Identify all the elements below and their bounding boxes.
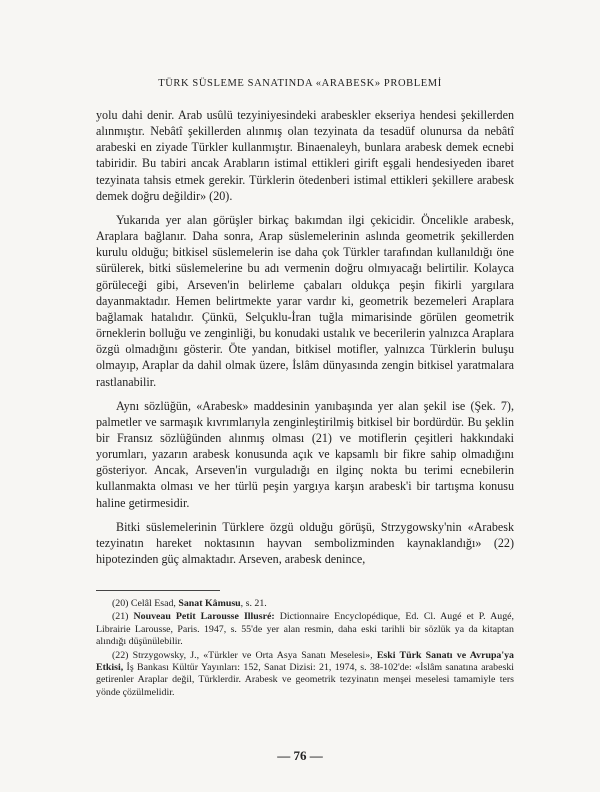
paragraph: Yukarıda yer alan görüşler birkaç bakımdan ilgi çekicidir. Öncelikle arabesk, Araplara bağlanır. Daha sonra, Arap süslemelerinin aslında geometrik şekillerden kurulu olduğu; bitkisel süslemelerin ise daha çok Türkler tarafından kullanıldığı öne sürülerek, bitki süslemelerine bu adı vermenin doğru olmıyacağı belirtilir. Kolayca görüleceği gibi, Arseven'in belirleme çabaları oldukça peşin fikirli yargılara dayanmaktadır. Hemen belirtmekte yarar vardır ki, geometrik bezemeleri Araplara bağlamak hatalıdır. Çünkü, Selçuklu-İran tuğla mimarisinde görülen geometrik örneklerin bolluğu ve zenginliği, bu konudaki ustalık ve becerilerin yalnızca Araplara özgü olmadığını gösterir. Öte yandan, bitkisel motifler, yalnızca Türklerin buluşu olmayıp, Araplar da dahil olmak üzere, İslâm dünyasında zengin bitkisel yaratmalara rastlanabilir. [96,212,514,389]
running-header: TÜRK SÜSLEME SANATINDA «ARABESK» PROBLEMİ [158,78,442,89]
footnote-title: Eski Türk Sanatı ve Avrupa'ya Etkisi, [96,649,514,674]
footnote-text: , s. 21. [240,598,267,609]
footnote [96,611,514,648]
footnote [96,650,514,700]
footnote-text: Dictionnaire Encyclopédique, Ed. Cl. Augé et P. Augé, Librairie Larousse, Paris. 1947, s. 55'de yer alan resmin, daha eski tarihli bir sözlük ya da kitaptan alındığı düşünülebilir. [96,611,515,648]
footnote-title: Nouveau Petit Larousse Illusré: [133,611,275,623]
paragraph: Bitki süslemelerinin Türklere özgü olduğu görüşü, Strzygowsky'nin «Arabesk tezyinatın hareket noktasının hayvan sembolizminden kaynaklandığı» (22) hipotezinden güç almaktadır. Arseven, arabesk denince, [96,519,514,567]
footnote-title: Sanat Kâmusu [178,598,241,609]
footnote-text: (21) [112,611,134,623]
paragraph: Aynı sözlüğün, «Arabesk» maddesinin yanıbaşında yer alan şekil ise (Şek. 7), palmetler ve sarmaşık kıvrımlarıyla zenginleştirilmiş bitkisel bir bordürdür. Bu şeklin bir Fransız sözlüğünden alınmış olması (21) ve motiflerin çeşitleri hakkındaki yorumları, yazarın arabesk konusunda açık ve kapsamlı bir fikre sahip olmadığını gösteriyor. Ancak, Arseven'in vurguladığı en ilginç nokta bu terimi ecnebilerin kullanmakta olması ve her türlü peşin yargıya karşın arabesk'i bir tartışma konusu haline getirmesidir. [96,398,514,510]
footnote-text: İş Bankası Kültür Yayınları: 152, Sanat Dizisi: 21, 1974, s. 38-102'de: «İslâm sanatına arabeski getirenler Araplar değil, Türklerdir. Arabesk ve geometrik tezyinatın menşei meselesi tamamiyle ters yönde çözülmelidir. [96,662,514,698]
footnote-divider [96,590,220,591]
footnote-text: (22) Strzygowsky, J., «Türkler ve Orta Asya Sanatı Meselesi», [112,649,377,661]
footnotes [96,598,514,700]
body-text [96,107,514,575]
paragraph: yolu dahi denir. Arab usûlü tezyiniyesindeki arabeskler ekseriya hendesi şekillerden alınmıştır. Nebâtî şekillerden alınmış olan tezyinata da tesadüf olunursa da nebâtî arabeski en ziyade Türkler kullanmıştır. Binaenaleyh, bunlara arabesk demek ecnebi tabiridir. Bu tabiri ancak Arabların istimal ettikleri girift eşgali hendesiyeden ibaret tezyinata tahsis etmek gerekir. Türklerin ötedenberi istimal ettikleri şekillere arabesk demek doğru değildir» (20). [96,108,514,203]
footnote [96,598,514,610]
footnote-text: (20) Celâl Esad, [112,598,179,609]
page-number: — 76 — [277,748,323,763]
